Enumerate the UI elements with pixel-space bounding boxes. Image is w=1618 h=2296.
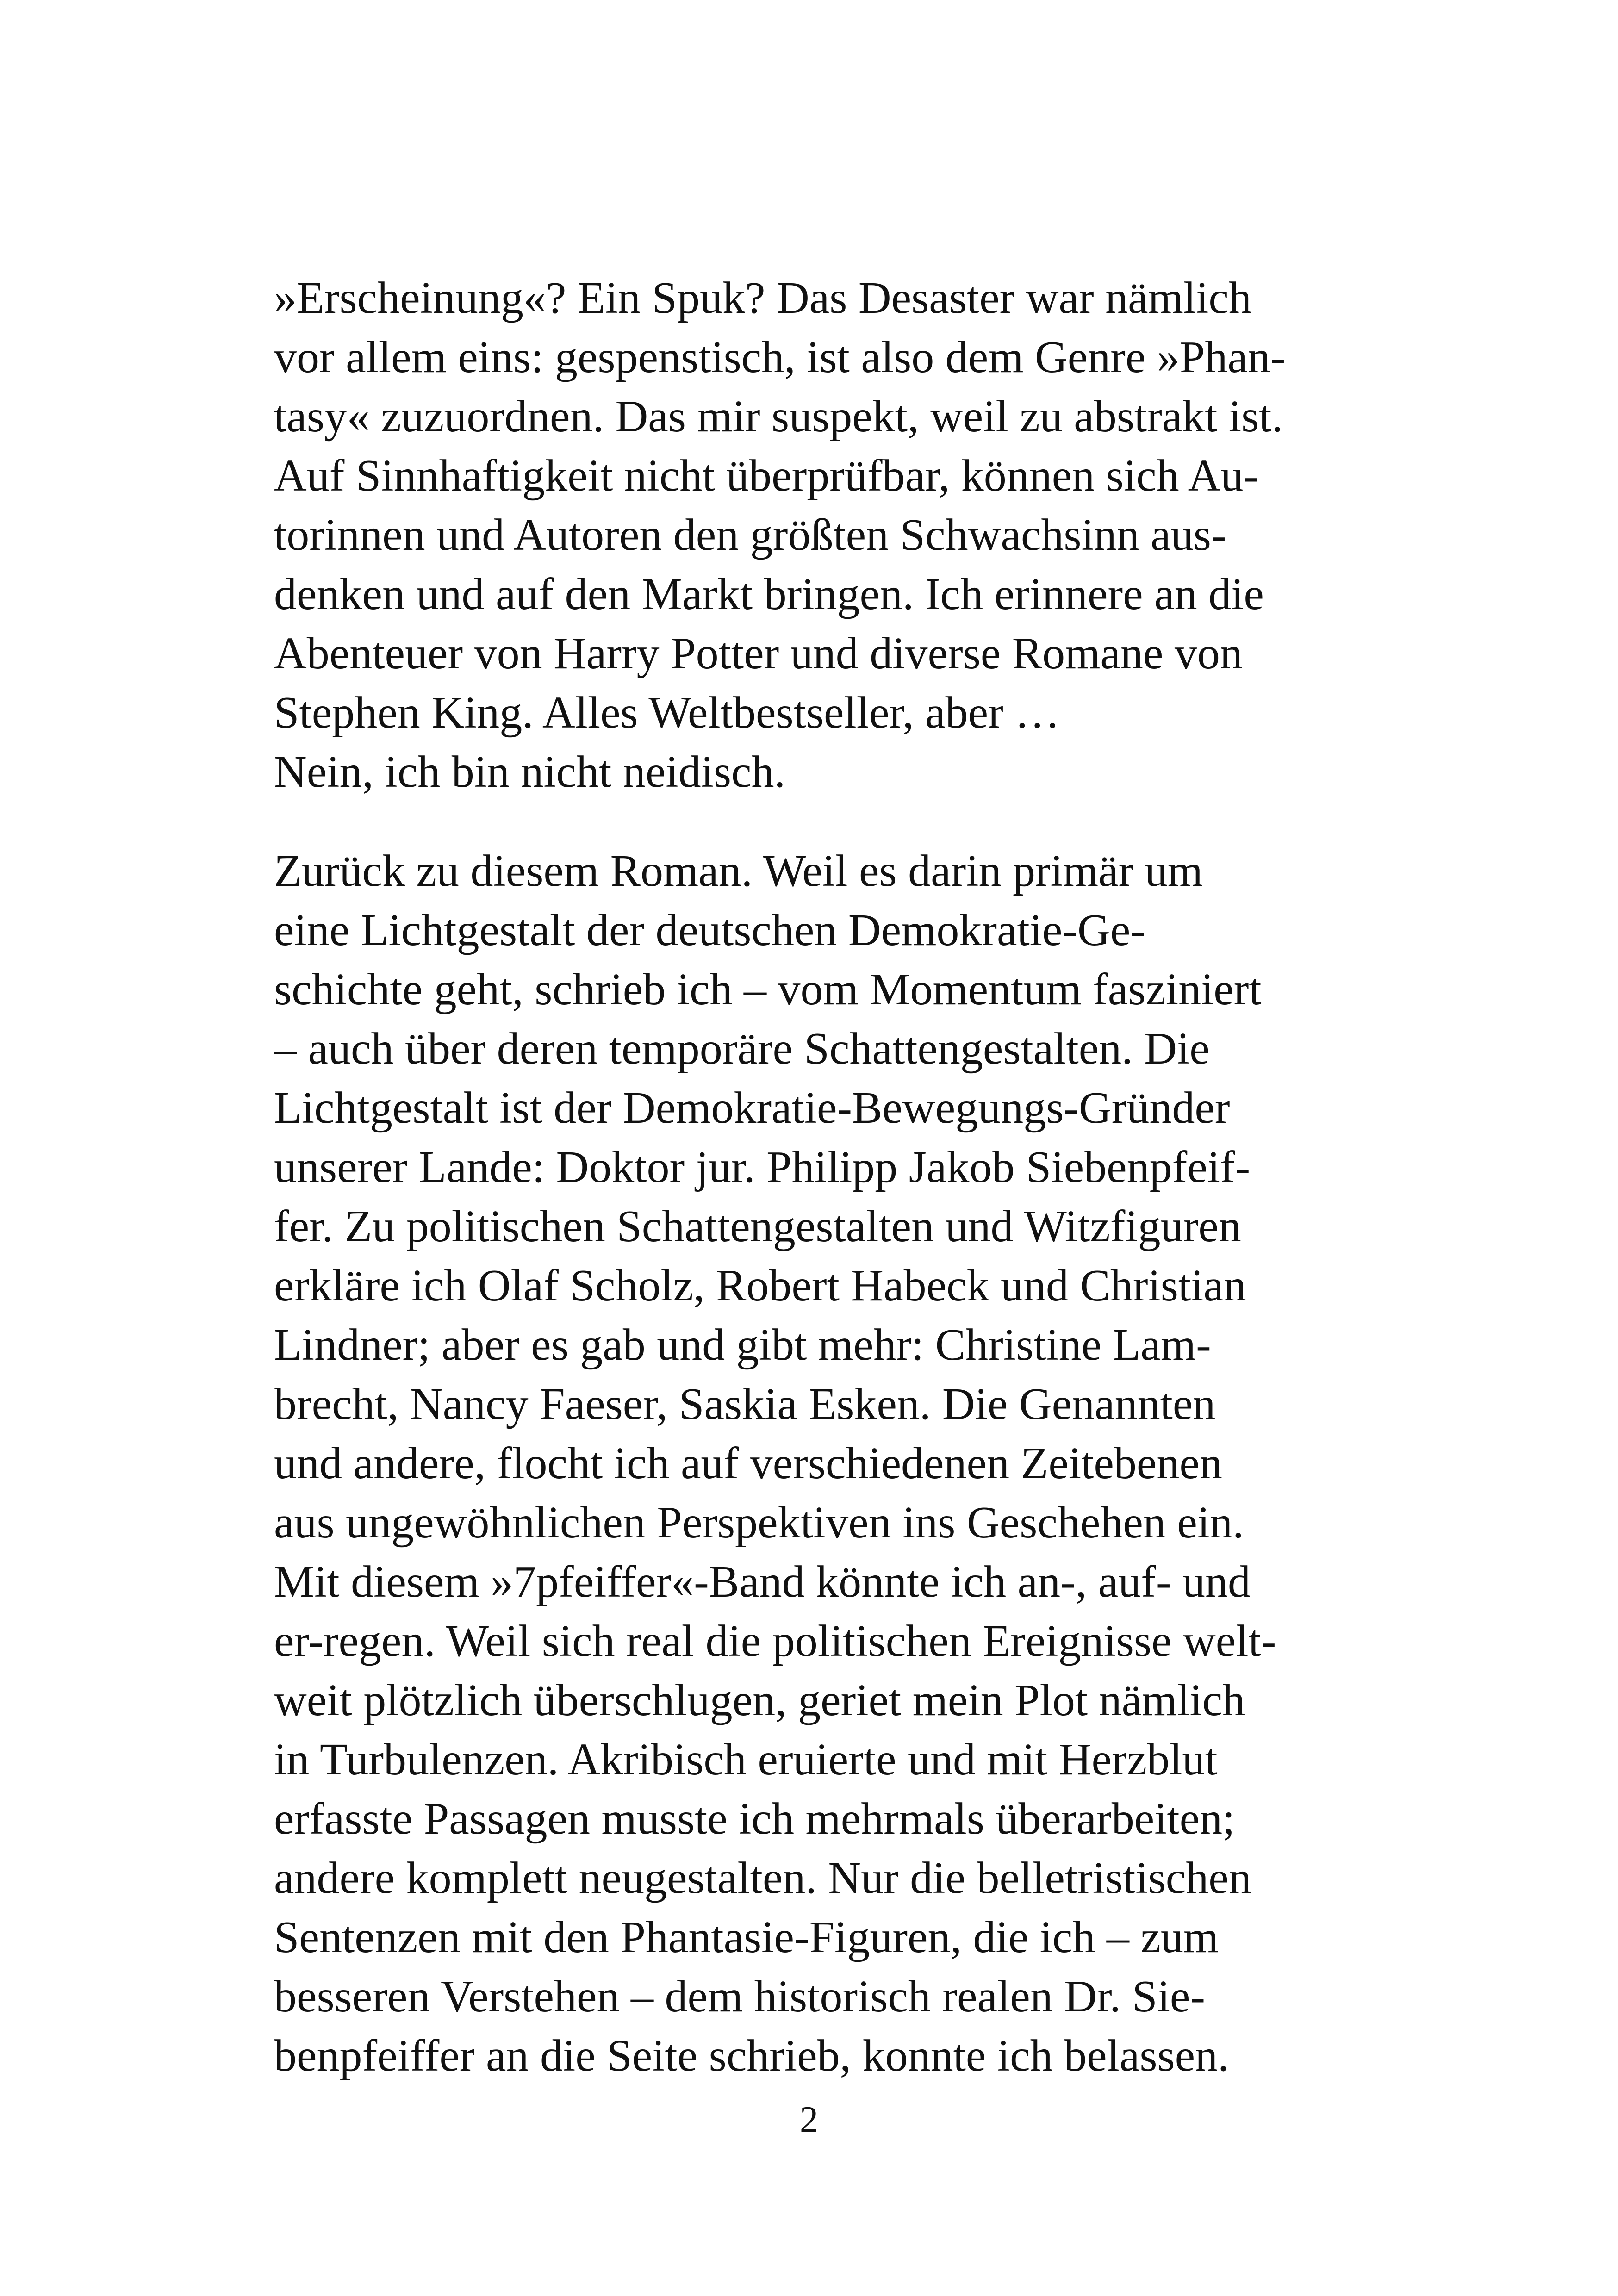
text-line: aus ungewöhnlichen Perspektiven ins Geschehen ein. bbox=[274, 1498, 1244, 1548]
text-line: andere komplett neugestalten. Nur die belletristischen bbox=[274, 1853, 1251, 1903]
text-line: Nein, ich bin nicht neidisch. bbox=[274, 747, 785, 797]
text-line: denken und auf den Markt bringen. Ich erinnere an die bbox=[274, 569, 1264, 619]
text-line: – auch über deren temporäre Schattengestalten. Die bbox=[274, 1024, 1210, 1074]
text-line: Mit diesem »7pfeiffer«-Band könnte ich an-, auf- und bbox=[274, 1557, 1251, 1607]
text-line: torinnen und Autoren den größten Schwachsinn aus- bbox=[274, 510, 1226, 560]
text-line: er-regen. Weil sich real die politischen Ereignisse welt- bbox=[274, 1616, 1276, 1666]
text-line: fer. Zu politischen Schattengestalten und Witzfiguren bbox=[274, 1201, 1241, 1251]
text-line: Abenteuer von Harry Potter und diverse Romane von bbox=[274, 628, 1243, 678]
text-line: eine Lichtgestalt der deutschen Demokratie-Ge- bbox=[274, 905, 1145, 955]
text-line: Lichtgestalt ist der Demokratie-Bewegungs-Gründer bbox=[274, 1083, 1230, 1133]
text-line: Stephen King. Alles Weltbestseller, aber … bbox=[274, 688, 1060, 738]
paragraph-1 bbox=[274, 268, 1375, 802]
page-number: 2 bbox=[800, 2099, 818, 2140]
text-line: Sentenzen mit den Phantasie-Figuren, die ich – zum bbox=[274, 1912, 1219, 1962]
text-line: schichte geht, schrieb ich – vom Momentum fasziniert bbox=[274, 964, 1262, 1014]
text-line: Zurück zu diesem Roman. Weil es darin primär um bbox=[274, 846, 1203, 896]
text-line: vor allem eins: gespenstisch, ist also dem Genre »Phan- bbox=[274, 332, 1286, 382]
text-line: tasy« zuzuordnen. Das mir suspekt, weil zu abstrakt ist. bbox=[274, 392, 1283, 442]
text-line: »Erscheinung«? Ein Spuk? Das Desaster war nämlich bbox=[274, 273, 1251, 323]
text-line: besseren Verstehen – dem historisch realen Dr. Sie- bbox=[274, 1972, 1206, 2022]
text-line: und andere, flocht ich auf verschiedenen Zeitebenen bbox=[274, 1438, 1222, 1488]
text-line: weit plötzlich überschlugen, geriet mein Plot nämlich bbox=[274, 1675, 1245, 1725]
text-line: Lindner; aber es gab und gibt mehr: Christine Lam- bbox=[274, 1320, 1211, 1370]
text-line: in Turbulenzen. Akribisch eruierte und mit Herzblut bbox=[274, 1735, 1218, 1785]
text-line: erkläre ich Olaf Scholz, Robert Habeck und Christian bbox=[274, 1261, 1246, 1311]
text-line: unserer Lande: Doktor jur. Philipp Jakob Siebenpfeif- bbox=[274, 1142, 1251, 1192]
text-line: brecht, Nancy Faeser, Saskia Esken. Die Genannten bbox=[274, 1379, 1216, 1429]
paragraph-2 bbox=[274, 841, 1375, 2085]
text-line: erfasste Passagen musste ich mehrmals überarbeiten; bbox=[274, 1794, 1235, 1844]
text-line: benpfeiffer an die Seite schrieb, konnte ich belassen. bbox=[274, 2031, 1229, 2081]
text-line: Auf Sinnhaftigkeit nicht überprüfbar, können sich Au- bbox=[274, 451, 1259, 501]
